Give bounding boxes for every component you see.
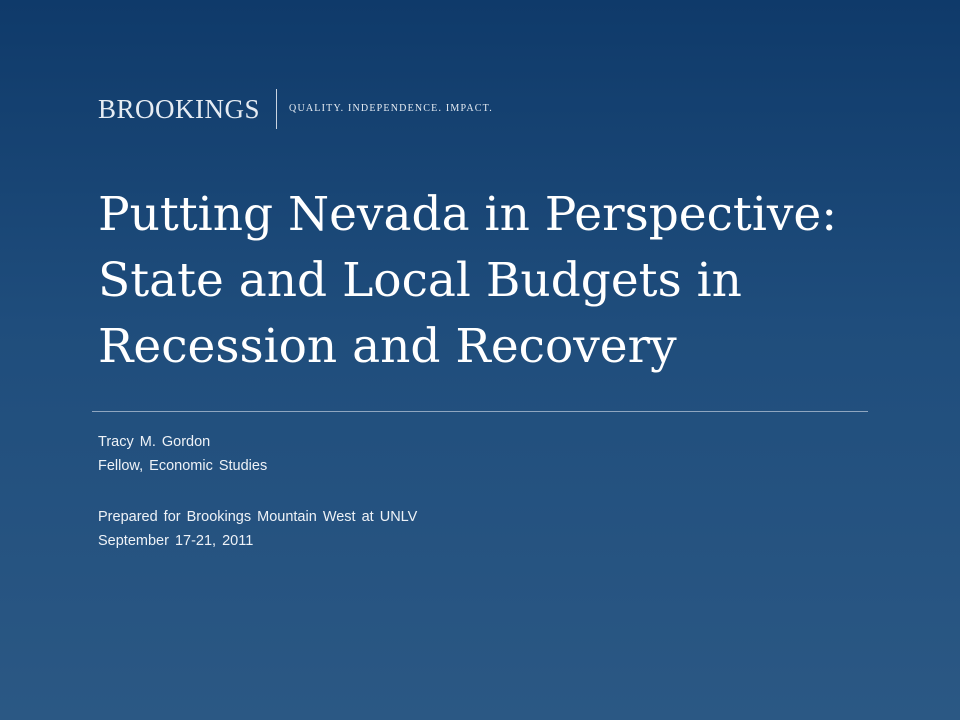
brand-tagline: QUALITY. INDEPENDENCE. IMPACT. bbox=[289, 103, 493, 114]
title-divider bbox=[92, 411, 868, 412]
title-line-1: Putting Nevada in Perspective: bbox=[98, 187, 838, 242]
event-block bbox=[98, 505, 417, 553]
author-block bbox=[98, 430, 267, 478]
brookings-logo bbox=[98, 88, 493, 130]
title-line-3: Recession and Recovery bbox=[98, 319, 677, 374]
author-role: Fellow, Economic Studies bbox=[98, 458, 268, 474]
title-line-2: State and Local Budgets in bbox=[98, 253, 742, 308]
slide-title bbox=[98, 182, 918, 380]
logo-divider bbox=[276, 89, 277, 129]
event-date: September 17-21, 2011 bbox=[98, 533, 254, 549]
prepared-for: Prepared for Brookings Mountain West at UNLV bbox=[98, 509, 418, 525]
brand-name: BROOKINGS bbox=[98, 93, 261, 124]
author-name: Tracy M. Gordon bbox=[98, 434, 211, 450]
